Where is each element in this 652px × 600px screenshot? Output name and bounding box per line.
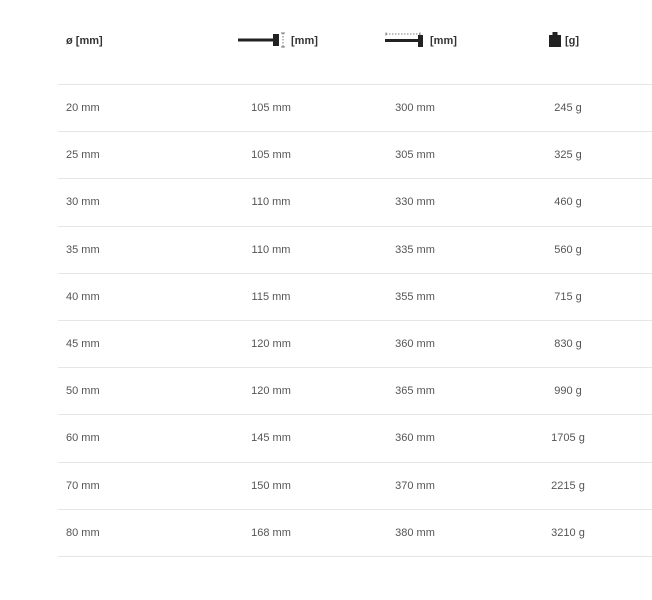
cell-head-length: 105 mm [251,102,291,114]
cell-total-length: 300 mm [395,102,435,114]
table-row [58,227,652,274]
cell-weight: 560 g [554,243,582,256]
cell-diameter: 80 mm [66,526,100,539]
cell-head-length: 145 mm [251,432,291,445]
cell-weight: 990 g [554,385,582,398]
cell-head-length: 110 mm [251,243,291,256]
table-row [58,85,652,132]
header-weight-label: [g] [565,35,580,47]
header-head-length [238,33,318,49]
cell-head-length: 150 mm [251,479,291,492]
header-weight [548,33,579,49]
cell-weight: 245 g [554,102,582,114]
table-row [58,179,652,226]
cell-total-length: 365 mm [395,385,435,398]
cell-weight: 830 g [554,337,582,350]
cell-diameter: 40 mm [66,290,100,303]
cell-diameter: 25 mm [66,149,100,162]
cell-total-length: 370 mm [395,479,435,492]
cell-head-length: 120 mm [251,385,291,398]
header-total-length-label: [mm] [430,35,457,47]
cell-diameter: 45 mm [66,337,100,350]
table-row [58,415,652,462]
cell-diameter: 70 mm [66,479,100,492]
cell-head-length: 120 mm [251,337,291,350]
cell-diameter: 60 mm [66,432,100,445]
table-row [58,321,652,368]
cell-diameter: 20 mm [66,102,100,114]
cell-total-length: 360 mm [395,432,435,445]
header-diameter-label: ø [mm] [66,35,103,47]
header-diameter [66,33,103,49]
cell-head-length: 105 mm [251,149,291,162]
cell-head-length: 110 mm [251,196,291,209]
header-total-length [385,33,457,49]
cell-total-length: 335 mm [395,243,435,256]
table-row [58,132,652,179]
cell-weight: 715 g [554,290,582,303]
cell-total-length: 380 mm [395,526,435,539]
cell-weight: 1705 g [551,432,585,445]
cell-total-length: 305 mm [395,149,435,162]
cell-total-length: 355 mm [395,290,435,303]
spec-table [58,0,652,557]
cell-head-length: 115 mm [251,290,291,303]
cell-head-length: 168 mm [251,526,291,539]
cell-weight: 460 g [554,196,582,209]
table-row [58,274,652,321]
cell-total-length: 330 mm [395,196,435,209]
length-dimension-icon [238,32,288,51]
handle-length-icon [385,32,427,51]
cell-total-length: 360 mm [395,337,435,350]
table-row [58,368,652,415]
cell-diameter: 35 mm [66,243,100,256]
table-row [58,510,652,557]
header-head-length-label: [mm] [291,35,318,47]
cell-weight: 2215 g [551,479,585,492]
cell-weight: 325 g [554,149,582,162]
cell-diameter: 30 mm [66,196,100,209]
cell-weight: 3210 g [551,526,585,539]
table-header [58,0,652,85]
weight-icon [548,32,562,51]
table-row [58,463,652,510]
cell-diameter: 50 mm [66,385,100,398]
